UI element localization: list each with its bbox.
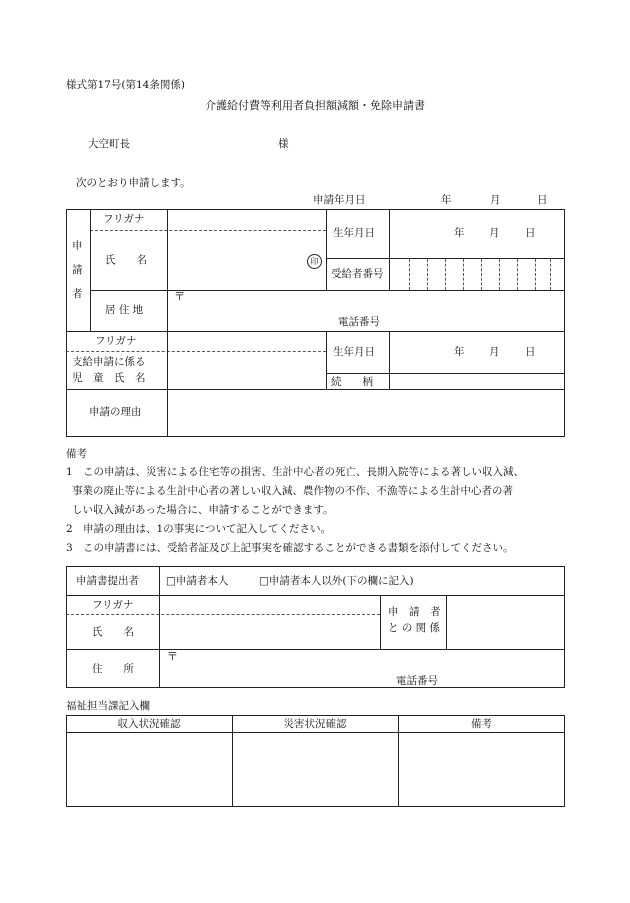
child-birth-day[interactable]: 日 — [525, 346, 536, 358]
applicant-birth-label: 生年月日 — [333, 227, 375, 239]
child-name-label-2: 児 童 氏 名 — [72, 372, 146, 384]
relationship-label: 続 柄 — [331, 376, 373, 388]
relationship-field[interactable] — [390, 374, 564, 388]
note-1-line-2: 事業の廃止等による生計中心者の著しい収入減、農作物の不作、不漁等による生計中心者の著 — [72, 485, 513, 497]
honorific: 様 — [278, 138, 289, 150]
note-2-number: 2 — [66, 523, 73, 535]
child-furigana-label: フリガナ — [95, 335, 137, 347]
intro-text: 次のとおり申請します。 — [76, 177, 191, 189]
submitter-address-field[interactable] — [160, 650, 564, 687]
submitter-phone-label: 電話番号 — [396, 675, 438, 687]
submitter-address-label: 住 所 — [92, 663, 134, 675]
applicant-furigana-label: フリガナ — [103, 213, 145, 225]
submitter-name-label: 氏 名 — [92, 626, 134, 638]
applicant-name-field[interactable] — [168, 231, 325, 289]
application-date-label: 申請年月日 — [313, 194, 366, 206]
note-1-line-1: この申請は、災害による住宅等の損害、生計中心者の死亡、長期入院等による著しい収入減、 — [83, 466, 524, 478]
applicant-birth-month[interactable]: 月 — [489, 227, 500, 239]
relation-to-applicant-field[interactable] — [447, 596, 564, 648]
note-1-line-3: しい収入減があった場合に、申請することができます。 — [72, 504, 334, 516]
applicant-name-label: 氏 名 — [105, 254, 147, 266]
submitter-label: 申請書提出者 — [76, 575, 139, 587]
office-remarks-field[interactable] — [399, 733, 564, 806]
note-3-number: 3 — [66, 542, 73, 554]
child-name-label-1: 支給申請に係る — [72, 356, 146, 368]
child-name-field[interactable] — [168, 352, 325, 388]
income-check-field[interactable] — [67, 733, 231, 806]
child-birth-year[interactable]: 年 — [454, 346, 465, 358]
office-section-heading: 福祉担当課記入欄 — [66, 700, 150, 712]
office-remarks-header: 備考 — [471, 718, 492, 730]
child-birth-label: 生年月日 — [333, 346, 375, 358]
reason-field[interactable] — [168, 390, 564, 436]
seal-mark: 印 — [307, 254, 322, 269]
child-furigana-field[interactable] — [168, 332, 325, 351]
note-3-line-1: この申請書には、受給者証及び上記事実を確認することができる書類を添付してください。 — [83, 542, 514, 554]
applicant-section-label-3: 者 — [72, 288, 83, 300]
applicant-birth-day[interactable]: 日 — [525, 227, 536, 239]
submitter-option-other[interactable]: □申請者本人以外(下の欄に記入) — [259, 575, 414, 587]
submitter-furigana-field[interactable] — [160, 596, 379, 613]
notes-heading: 備考 — [66, 448, 87, 460]
note-2-line-1: 申請の理由は、1の事実について記入してください。 — [83, 523, 331, 535]
form-title: 介護給付費等利用者負担額減額・免除申請書 — [205, 99, 425, 112]
submitter-name-field[interactable] — [160, 615, 379, 648]
postal-mark: 〒 — [174, 290, 185, 303]
income-check-header: 収入状況確認 — [117, 718, 181, 730]
mayor-addressee: 大空町長 — [88, 138, 130, 150]
residence-label: 居 住 地 — [105, 304, 144, 316]
applicant-birth-year[interactable]: 年 — [454, 227, 465, 239]
submitter-furigana-label: フリガナ — [92, 599, 134, 611]
relation-to-applicant-label-1: 申 請 者 — [388, 606, 441, 618]
applicant-furigana-field[interactable] — [168, 210, 325, 229]
application-date-month[interactable]: 月 — [490, 194, 501, 206]
child-birth-month[interactable]: 月 — [489, 346, 500, 358]
submitter-option-self[interactable]: □申請者本人 — [166, 575, 229, 587]
reason-label: 申請の理由 — [89, 406, 142, 418]
note-1-number: 1 — [66, 466, 73, 478]
recipient-number-label: 受給者番号 — [331, 268, 384, 280]
applicant-section-label-2: 請 — [72, 264, 83, 276]
application-date-year[interactable]: 年 — [441, 194, 452, 206]
form-number: 様式第17号(第14条関係) — [66, 79, 185, 91]
disaster-check-header: 災害状況確認 — [283, 718, 347, 730]
recipient-number-field[interactable] — [390, 259, 564, 289]
submitter-postal-mark: 〒 — [167, 650, 178, 663]
application-date-day[interactable]: 日 — [537, 194, 548, 206]
applicant-phone-label: 電話番号 — [338, 316, 380, 328]
applicant-section-label-1: 申 — [72, 240, 83, 252]
disaster-check-field[interactable] — [233, 733, 397, 806]
relation-to-applicant-label-2: と の 関 係 — [388, 622, 441, 634]
